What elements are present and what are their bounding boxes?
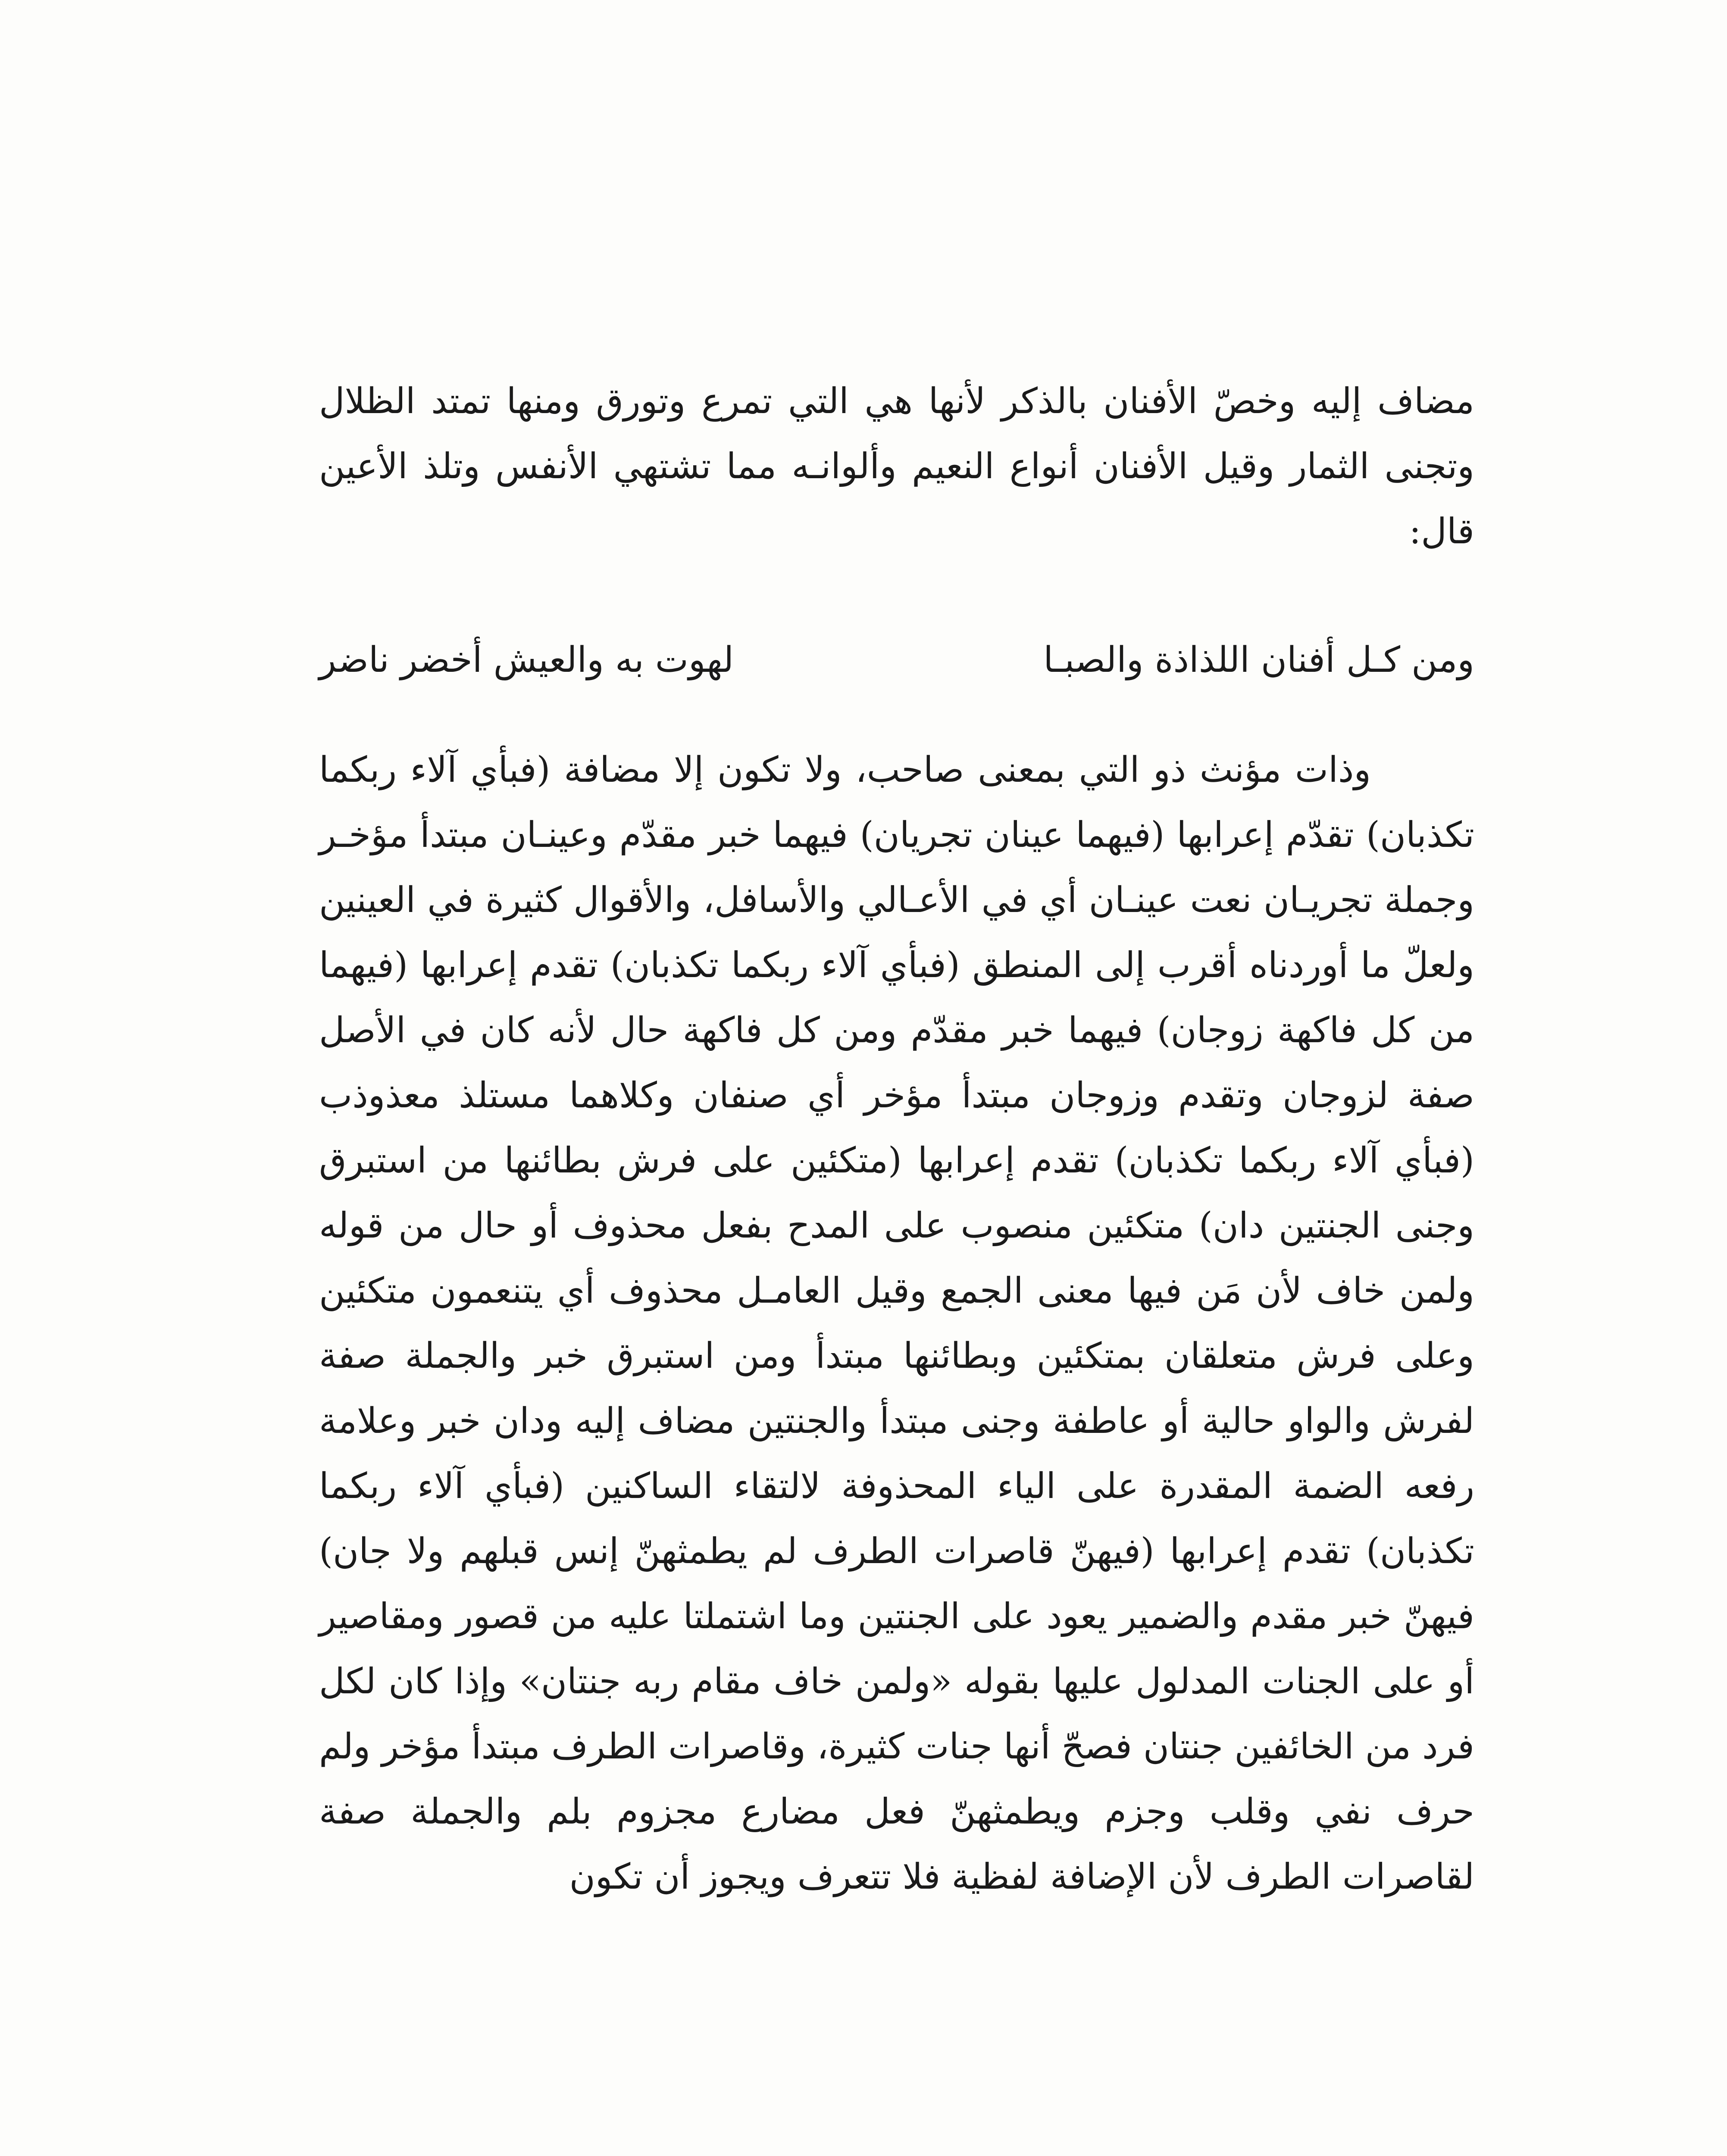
verse-first-hemistich: ومن كـل أفنان اللذاذة والصبـا: [1043, 639, 1474, 680]
poetry-verse: [319, 627, 1474, 693]
body-paragraph: وذات مؤنث ذو التي بمعنى صاحب، ولا تكون إلا مضافة (فبأي آلاء ربكما تكذبان) تقدّم إعرابها (فيهما عينان تجريان) فيهما خبر مقدّم وعينـان مبتدأ مؤخـر وجملة تجريـان نعت عينـان أي في الأعـالي والأسافل، والأقوال كثيرة في العينين ولعلّ ما أوردناه أقرب إلى المنطق (فبأي آلاء ربكما تكذبان) تقدم إعرابها (فيهما من كل فاكهة زوجان) فيهما خبر مقدّم ومن كل فاكهة حال لأنه كان في الأصل صفة لزوجان وتقدم وزوجان مبتدأ مؤخر أي صنفان وكلاهما مستلذ معذوذب (فبأي آلاء ربكما تكذبان) تقدم إعرابها (متكئين على فرش بطائنها من استبرق وجنى الجنتين دان) متكئين منصوب على المدح بفعل محذوف أو حال من قوله ولمن خاف لأن مَن فيها معنى الجمع وقيل العامـل محذوف أي يتنعمون متكئين وعلى فرش متعلقان بمتكئين وبطائنها مبتدأ ومن استبرق خبر والجملة صفة لفرش والواو حالية أو عاطفة وجنى مبتدأ والجنتين مضاف إليه ودان خبر وعلامة رفعه الضمة المقدرة على الياء المحذوفة لالتقاء الساكنين (فبأي آلاء ربكما تكذبان) تقدم إعرابها (فيهنّ قاصرات الطرف لم يطمثهنّ إنس قبلهم ولا جان) فيهنّ خبر مقدم والضمير يعود على الجنتين وما اشتملتا عليه من قصور ومقاصير أو على الجنات المدلول عليها بقوله «ولمن خاف مقام ربه جنتان» وإذا كان لكل فرد من الخائفين جنتان فصحّ أنها جنات كثيرة، وقاصرات الطرف مبتدأ مؤخر ولم حرف نفي وقلب وجزم ويطمثهنّ فعل مضارع مجزوم بلم والجملة صفة لقاصرات الطرف لأن الإضافة لفظية فلا تتعرف ويجوز أن تكون: [319, 749, 1474, 1897]
intro-paragraph: مضاف إليه وخصّ الأفنان بالذكر لأنها هي التي تمرع وتورق ومنها تمتد الظلال وتجنى الثمار وقيل الأفنان أنواع النعيم وألوانـه مما تشتهي الأنفس وتلذ الأعين قال:: [319, 381, 1474, 552]
verse-second-hemistich: لهوت به والعيش أخضر ناضر: [319, 639, 734, 680]
